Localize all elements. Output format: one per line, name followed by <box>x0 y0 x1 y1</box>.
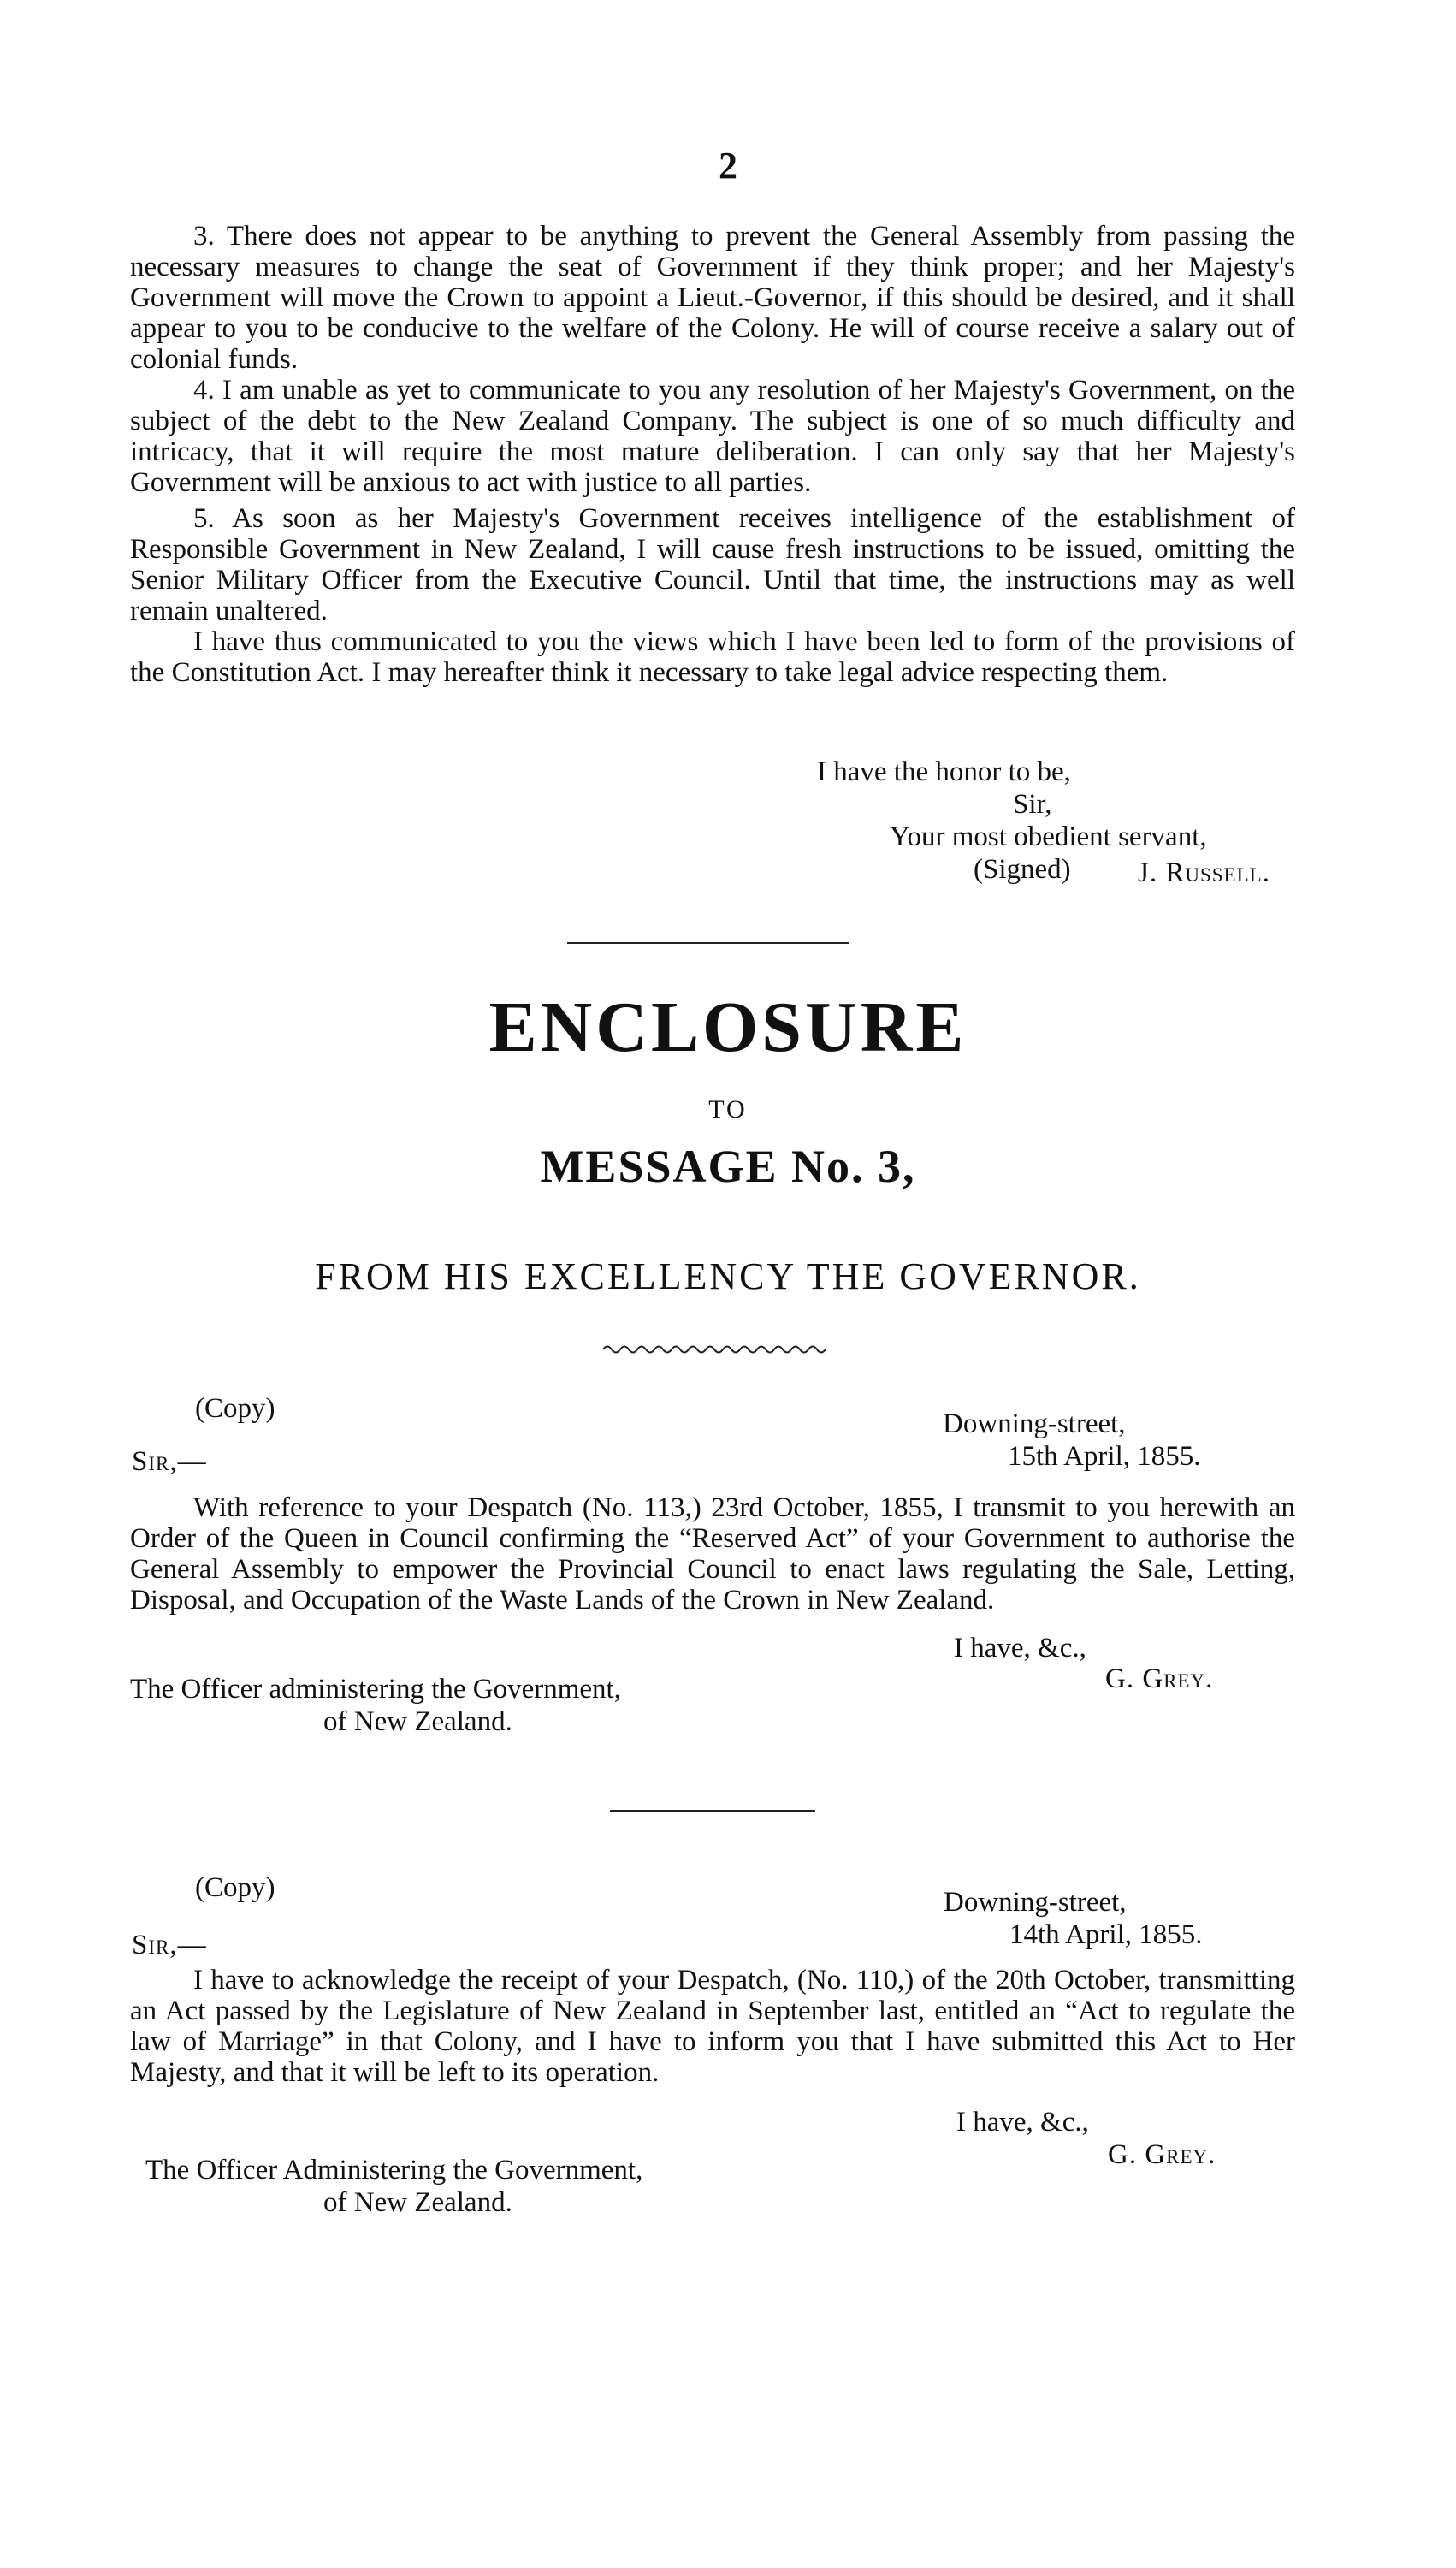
letter3-body <box>130 1965 1295 2088</box>
letter2-recipient-2: of New Zealand. <box>323 1706 512 1737</box>
letter3-recipient-2: of New Zealand. <box>323 2187 512 2218</box>
copy-label-2: (Copy) <box>195 1872 275 1903</box>
message-title: MESSAGE No. 3, <box>540 1141 916 1192</box>
letter3-signature: G. Grey. <box>1108 2139 1216 2170</box>
paragraph-3: 3. There does not appear to be anything to prevent the General Assembly from passing the necessary measures to change the seat of Government if they think proper; and her Majesty's Government will move the Crown to appoint a Lieut.-Governor, if this should be desired, and it shall appear to you to be conducive to the welfare of the Colony. He will of course receive a salary out of colonial funds. <box>130 221 1295 375</box>
letter2-body <box>130 1492 1295 1616</box>
paragraph-closing: I have thus communicated to you the views which I have been led to form of the provisions of the Constitution Act. I may hereafter think it necessary to take legal advice respecting them. <box>130 626 1295 688</box>
page-number: 2 <box>719 145 737 187</box>
signed-label: (Signed) <box>974 854 1071 885</box>
enclosure-title: ENCLOSURE <box>488 987 968 1067</box>
letter3-paragraph: I have to acknowledge the receipt of your Despatch, (No. 110,) of the 20th October, transmitting an Act passed by the Legislature of New Zealand in September last, entitled an “Act to regulate the law of Marriage” in that Colony, and I have to inform you that I have submitted this Act to Her Majesty, and that it will be left to its operation. <box>130 1965 1295 2088</box>
copy-label-1: (Copy) <box>195 1393 275 1424</box>
from-governor-line: FROM HIS EXCELLENCY THE GOVERNOR. <box>315 1255 1141 1297</box>
closing-line-1: I have the honor to be, <box>817 756 1071 787</box>
salutation-2: Sir,— <box>132 1930 207 1960</box>
enclosure-to: TO <box>708 1095 748 1124</box>
letter2-paragraph: With reference to your Despatch (No. 113,) 23rd October, 1855, I transmit to you herewith an Order of the Queen in Council confirming the “Reserved Act” of your Government to authorise the General Assembly to empower the Provincial Council to enact laws regulating the Sale, Letting, Disposal, and Occupation of the Waste Lands of the Crown in New Zealand. <box>130 1492 1295 1616</box>
closing-line-3: Your most obedient servant, <box>890 821 1207 852</box>
letter2-recipient-1: The Officer administering the Government, <box>130 1674 621 1705</box>
letter-divider <box>610 1810 815 1812</box>
place-line-2: Downing-street, <box>944 1887 1127 1918</box>
place-line-1: Downing-street, <box>943 1409 1126 1439</box>
date-line-1: 15th April, 1855. <box>1008 1441 1201 1472</box>
letter2-signature: G. Grey. <box>1105 1664 1214 1694</box>
letter3-closing: I have, &c., <box>956 2107 1089 2138</box>
date-line-2: 14th April, 1855. <box>1009 1919 1203 1950</box>
signature-russell: J. Russell. <box>1138 857 1270 888</box>
salutation-1: Sir,— <box>132 1446 207 1477</box>
section-divider <box>567 942 849 944</box>
letter2-closing: I have, &c., <box>954 1633 1086 1664</box>
paragraph-4: 4. I am unable as yet to communicate to you any resolution of her Majesty's Government, on the subject of the debt to the New Zealand Company. The subject is one of so much difficulty and intricacy, that it will require the most mature deliberation. I can only say that her Majesty's Government will be anxious to act with justice to all parties. <box>130 375 1295 498</box>
closing-line-2: Sir, <box>1013 789 1052 820</box>
letter3-recipient-1: The Officer Administering the Government, <box>145 2155 643 2185</box>
paragraph-5: 5. As soon as her Majesty's Government receives intelligence of the establishment of Responsible Government in New Zealand, I will cause fresh instructions to be issued, omitting the Senior Military Officer from the Executive Council. Until that time, the instructions may as well remain unaltered. <box>130 503 1295 626</box>
wavy-divider <box>603 1343 826 1355</box>
letter1-body <box>130 221 1295 688</box>
